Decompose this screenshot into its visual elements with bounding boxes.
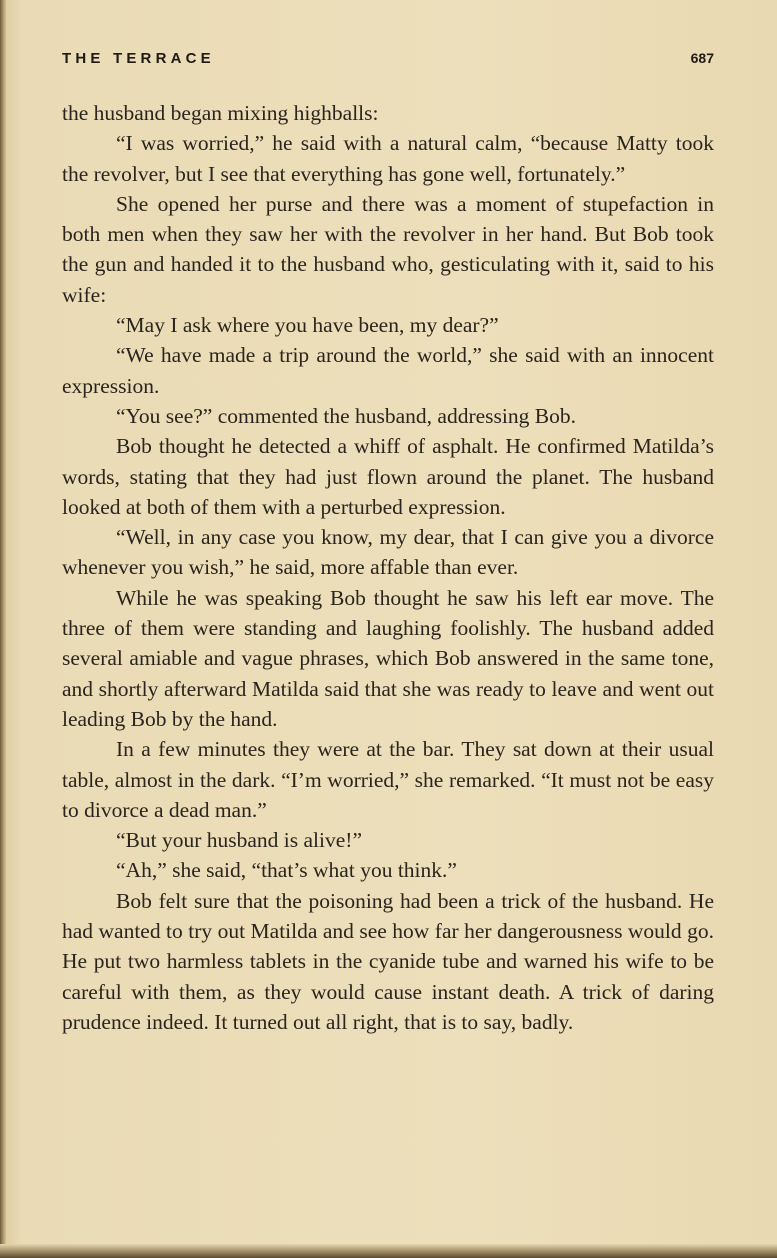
paragraph: “I was worried,” he said with a natural calm, “because Matty took the revolver, but I see that everything has gone well, fortunately.” xyxy=(62,131,714,186)
body-text xyxy=(62,98,714,1037)
paragraph: “We have made a trip around the world,” she said with an innocent expression. xyxy=(62,343,714,398)
paragraph: “May I ask where you have been, my dear?” xyxy=(116,313,499,338)
running-head-title: THE TERRACE xyxy=(62,50,215,67)
paragraph: the husband began mixing highballs: xyxy=(62,101,379,125)
page-number: 687 xyxy=(690,50,714,66)
running-head xyxy=(62,50,714,72)
page-spine-shadow xyxy=(0,0,6,1258)
paragraph: In a few minutes they were at the bar. They sat down at their usual table, almost in the dark. “I’m worried,” she remarked. “It must not be easy to divorce a dead man.” xyxy=(62,737,714,822)
paragraph: “Well, in any case you know, my dear, that I can give you a divorce whenever you wish,” he said, more affable than ever. xyxy=(62,525,714,580)
paragraph: “But your husband is alive!” xyxy=(116,828,363,853)
paragraph: “Ah,” she said, “that’s what you think.” xyxy=(116,858,457,883)
paragraph: She opened her purse and there was a moment of stupefaction in both men when they saw her with the revolver in her hand. But Bob took the gun and handed it to the husband who, gesticulating with it, said to his wife: xyxy=(62,191,714,307)
page-bottom-edge xyxy=(0,1244,777,1258)
paragraph: Bob felt sure that the poisoning had been a trick of the husband. He had wanted to try out Matilda and see how far her dangerousness would go. He put two harmless tablets in the cyanide tube and warned his wife to be careful with them, as they would cause instant death. A trick of daring prudence indeed. It turned out all right, that is to say, badly. xyxy=(62,888,714,1034)
paragraph: While he was speaking Bob thought he saw his left ear move. The three of them were standing and laughing foolishly. The husband added several amiable and vague phrases, which Bob answered in the same tone, and shortly afterward Matilda said that she was ready to leave and went out leading Bob by the hand. xyxy=(62,585,714,731)
paragraph: “You see?” commented the husband, addressing Bob. xyxy=(116,403,576,428)
paragraph: Bob thought he detected a whiff of asphalt. He confirmed Matilda’s words, stating that they had just flown around the planet. The husband looked at both of them with a perturbed expression. xyxy=(62,434,714,519)
